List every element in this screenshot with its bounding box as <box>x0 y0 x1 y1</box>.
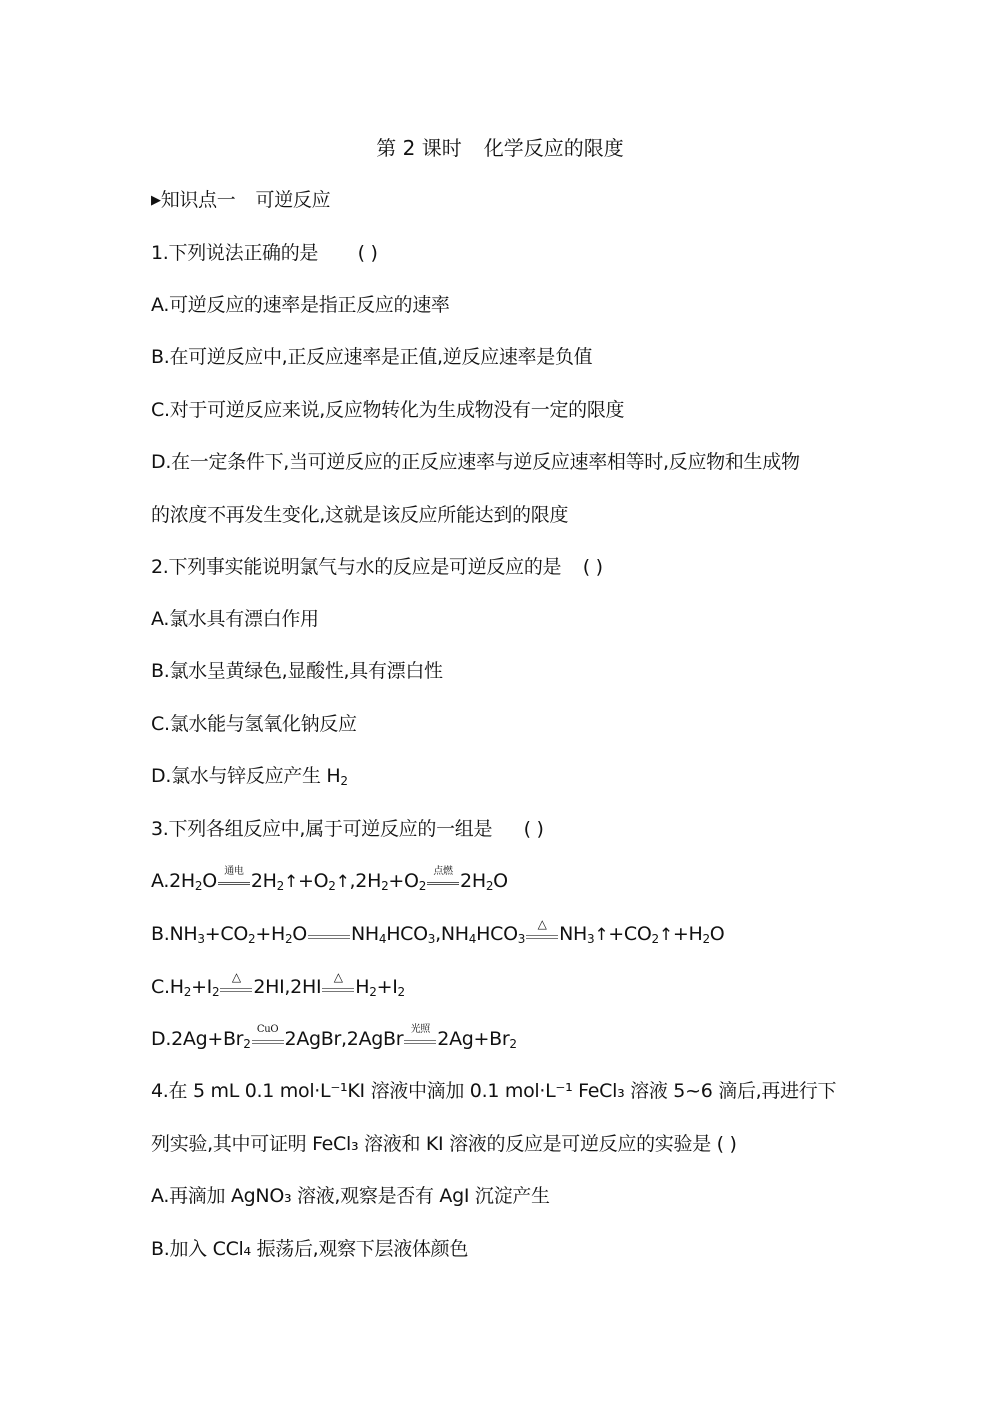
reaction-condition <box>219 970 253 999</box>
question-stem-text: 2.下列事实能说明氯气与水的反应是可逆反应的是 <box>151 556 562 578</box>
question-2-option-b[interactable]: B.氯水呈黄绿色,显酸性,具有漂白性 <box>151 660 443 682</box>
question-3-option-d[interactable]: $D.2Ag+Br_2$ CuO 2AgBr,2AgBr 光照 $2Ag+Br_2$ <box>151 1024 517 1051</box>
question-3-option-b[interactable]: $B.NH_3+CO_2+H_2O$ $NH_4HCO_3,NH_4HCO_3$ △ $NH_3↑+CO_2↑+H_2O$ <box>151 917 725 946</box>
section-label: 知识点一 <box>160 189 236 211</box>
reaction-condition <box>426 866 460 893</box>
question-3-option-a[interactable]: $A.2H_2O$ 通电 $2H_2↑+O_2↑,2H_2+O_2$ 点燃 $2H_2O$ <box>151 866 508 893</box>
condition-label: 光照 <box>410 1024 430 1035</box>
equals-sign <box>307 922 351 946</box>
question-4-option-b[interactable]: B.加入 CCl₄ 振荡后,观察下层液体颜色 <box>151 1238 469 1260</box>
reaction-condition <box>251 1024 285 1051</box>
triangle-right-icon: ▶ <box>151 193 161 208</box>
answer-blank[interactable]: ( ) <box>523 818 544 840</box>
question-2-option-a[interactable]: A.氯水具有漂白作用 <box>151 608 319 630</box>
question-1-option-c[interactable]: C.对于可逆反应来说,反应物转化为生成物没有一定的限度 <box>151 399 625 421</box>
lesson-number: 第 2 课时 <box>376 136 462 160</box>
heat-delta-icon: △ <box>333 970 343 984</box>
option-prefix: B. <box>151 923 170 945</box>
question-1-option-d-continued: 的浓度不再发生变化,这就是该反应所能达到的限度 <box>151 504 569 526</box>
answer-blank[interactable]: ( ) <box>357 242 378 264</box>
question-1-option-a[interactable]: A.可逆反应的速率是指正反应的速率 <box>151 294 450 316</box>
question-3-option-c[interactable]: $C.H_2+I_2$ △ 2HI,2HI △ $H_2+I_2$ <box>151 970 405 999</box>
reaction-condition <box>403 1024 437 1051</box>
gas-arrow-icon: ↑ <box>335 872 350 892</box>
question-4-stem-line-2 <box>151 1132 737 1156</box>
option-prefix: D. <box>151 1028 172 1050</box>
reaction-condition <box>321 970 355 999</box>
page-title <box>0 136 1000 160</box>
question-stem-text: 1.下列说法正确的是 <box>151 242 319 264</box>
heat-delta-icon: △ <box>537 917 547 931</box>
condition-label: 点燃 <box>433 866 453 877</box>
subscript: 2 <box>340 774 348 788</box>
option-prefix: C. <box>151 976 170 998</box>
question-2-stem <box>151 555 603 579</box>
question-3-stem <box>151 817 544 841</box>
reaction-condition <box>217 866 251 893</box>
answer-blank[interactable]: ( ) <box>716 1133 737 1155</box>
answer-blank[interactable]: ( ) <box>582 556 603 578</box>
gas-arrow-icon: ↑ <box>284 872 298 892</box>
gas-arrow-icon: ↑ <box>658 925 673 945</box>
heat-delta-icon: △ <box>231 970 241 984</box>
question-1-stem <box>151 241 378 265</box>
section-name: 可逆反应 <box>255 189 331 211</box>
question-2-option-c[interactable]: C.氯水能与氢氧化钠反应 <box>151 713 357 735</box>
reaction-condition <box>525 917 559 946</box>
condition-label: 通电 <box>224 866 244 877</box>
question-2-option-d[interactable] <box>151 764 348 788</box>
option-text: D.氯水与锌反应产生 H <box>151 765 341 787</box>
question-1-option-d[interactable]: D.在一定条件下,当可逆反应的正反应速率与逆反应速率相等时,反应物和生成物 <box>151 451 800 473</box>
question-1-option-b[interactable]: B.在可逆反应中,正反应速率是正值,逆反应速率是负值 <box>151 346 593 368</box>
question-4-option-a[interactable]: A.再滴加 AgNO₃ 溶液,观察是否有 AgI 沉淀产生 <box>151 1185 550 1207</box>
question-stem-text: 3.下列各组反应中,属于可逆反应的一组是 <box>151 818 493 840</box>
section-heading <box>151 188 330 213</box>
condition-label: CuO <box>256 1024 279 1035</box>
question-4-stem-line-1: 4.在 5 mL 0.1 mol·L⁻¹KI 溶液中滴加 0.1 mol·L⁻¹ FeCl₃ 溶液 5~6 滴后,再进行下 <box>151 1080 837 1102</box>
question-stem-text: 列实验,其中可证明 FeCl₃ 溶液和 KI 溶液的反应是可逆反应的实验是 <box>151 1133 711 1155</box>
option-prefix: A. <box>151 870 170 892</box>
gas-arrow-icon: ↑ <box>594 925 609 945</box>
lesson-topic: 化学反应的限度 <box>483 136 624 160</box>
